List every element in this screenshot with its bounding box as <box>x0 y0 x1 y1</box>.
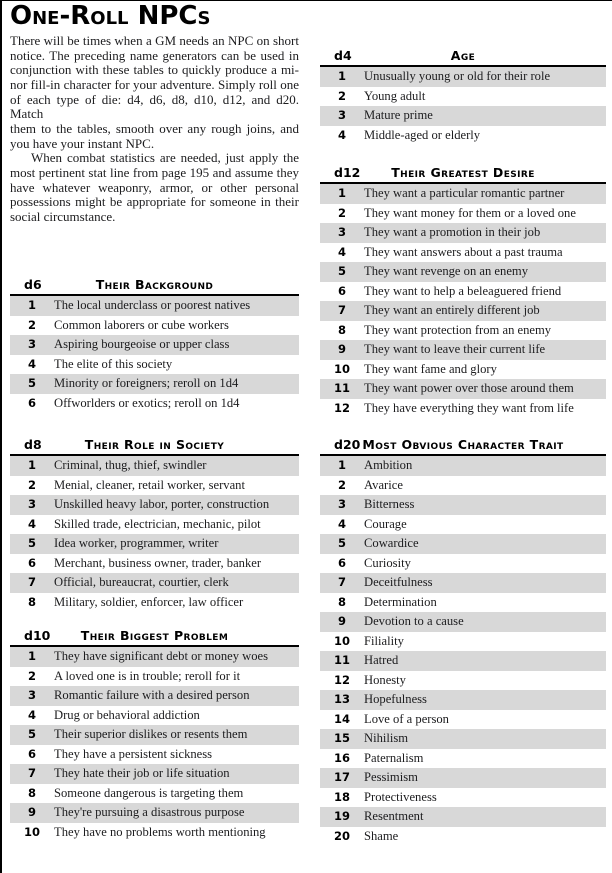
table-row <box>320 788 606 808</box>
row-text: Merchant, business owner, trader, banker <box>54 555 262 570</box>
roll-number: 4 <box>337 244 346 259</box>
table-row <box>320 184 606 204</box>
roll-number: 15 <box>333 731 350 745</box>
intro-line: possessions might be appropriate for someone in their <box>10 194 299 210</box>
row-text: Criminal, thug, thief, swindler <box>54 458 207 472</box>
table-row <box>320 67 606 87</box>
table-row <box>10 745 299 765</box>
roll-number: 18 <box>333 789 350 804</box>
row-text: They want answers about a past trauma <box>364 244 563 259</box>
roll-number: 17 <box>333 770 350 784</box>
table-row <box>10 686 299 706</box>
table-row <box>10 316 299 336</box>
row-text: Deceitfulness <box>364 575 433 589</box>
row-text: They have everything they want from life <box>364 400 574 415</box>
table-row <box>10 803 299 823</box>
roll-number: 14 <box>333 711 350 726</box>
roll-number: 13 <box>333 692 350 706</box>
intro-line: notice. The preceding name generators can be used in <box>10 47 299 63</box>
die-label: d8 <box>24 437 42 452</box>
table-row <box>320 243 606 263</box>
roll-number: 5 <box>337 536 346 550</box>
roll-number: 6 <box>27 395 36 410</box>
table-row <box>10 476 299 496</box>
row-text: Minority or foreigners; reroll on 1d4 <box>54 376 239 390</box>
roll-number: 12 <box>333 672 350 687</box>
table-header <box>10 273 299 296</box>
roll-number: 8 <box>27 785 36 800</box>
table-row <box>320 534 606 554</box>
row-text: Hopefulness <box>364 692 427 706</box>
table-character-trait <box>320 433 606 846</box>
table-row <box>10 647 299 667</box>
row-text: Young adult <box>364 88 426 103</box>
table-row <box>10 534 299 554</box>
row-text: They want to leave their current life <box>364 342 546 356</box>
intro-line: There will be times when a GM needs an NPC on short <box>10 33 299 48</box>
roll-number: 2 <box>27 668 36 683</box>
table-title: Age <box>450 48 476 63</box>
table-row <box>320 593 606 613</box>
row-text: Common laborers or cube workers <box>54 317 229 332</box>
table-row <box>10 823 299 843</box>
table-age <box>320 44 606 145</box>
table-row <box>10 784 299 804</box>
table-row <box>320 768 606 788</box>
roll-number: 1 <box>27 298 36 312</box>
row-text: A loved one is in trouble; reroll for it <box>54 668 241 683</box>
table-row <box>320 554 606 574</box>
roll-number: 10 <box>333 361 350 376</box>
roll-number: 1 <box>337 458 346 472</box>
roll-number: 8 <box>337 322 346 337</box>
row-text: Determination <box>364 594 437 609</box>
table-row <box>320 340 606 360</box>
row-text: Someone dangerous is targeting them <box>54 785 244 800</box>
intro-paragraph <box>10 151 299 224</box>
roll-number: 3 <box>337 497 346 511</box>
page-title: One-Roll NPCs <box>10 1 211 31</box>
roll-number: 5 <box>27 727 36 741</box>
row-text: They want a promotion in their job <box>364 225 541 239</box>
table-role-in-society <box>10 433 299 612</box>
row-text: Protectiveness <box>364 789 437 804</box>
row-text: Unskilled heavy labor, porter, construction <box>54 497 270 511</box>
table-row <box>10 495 299 515</box>
roll-number: 9 <box>27 805 36 819</box>
table-header <box>10 624 299 647</box>
table-title: Their Biggest Problem <box>80 628 229 643</box>
row-text: Courage <box>364 516 407 531</box>
table-title: Most Obvious Character Trait <box>362 437 564 452</box>
table-row <box>10 554 299 574</box>
row-text: They want a particular romantic partner <box>364 186 565 200</box>
right-column <box>320 1 606 873</box>
table-row <box>320 807 606 827</box>
table-row <box>320 126 606 146</box>
table-row <box>320 301 606 321</box>
roll-number: 1 <box>27 649 36 663</box>
roll-number: 3 <box>337 108 346 122</box>
roll-number: 20 <box>333 828 350 843</box>
row-text: Bitterness <box>364 497 415 511</box>
table-row <box>320 729 606 749</box>
table-row <box>10 296 299 316</box>
roll-number: 1 <box>337 186 346 200</box>
die-label: d6 <box>24 277 42 292</box>
row-text: Official, bureaucrat, courtier, clerk <box>54 575 229 589</box>
roll-number: 11 <box>333 381 350 395</box>
row-text: Hatred <box>364 653 399 667</box>
table-header <box>10 433 299 456</box>
roll-number: 7 <box>27 575 36 589</box>
intro-line: have whatever weaponry, armor, or other personal <box>10 179 299 195</box>
intro-paragraph <box>10 34 299 151</box>
row-text: Honesty <box>364 672 406 687</box>
table-row <box>320 690 606 710</box>
roll-number: 9 <box>337 342 346 356</box>
roll-number: 10 <box>23 824 40 839</box>
intro-line: most pertinent stat line from page 195 and assume they <box>10 164 299 180</box>
intro-line: conjunction with these tables to quickly produce a mi- <box>10 62 299 78</box>
row-text: Skilled trade, electrician, mechanic, pilot <box>54 516 261 531</box>
row-text: They want power over those around them <box>364 381 574 395</box>
intro-text <box>10 34 299 225</box>
roll-number: 4 <box>337 516 346 531</box>
roll-number: 5 <box>27 536 36 550</box>
roll-number: 3 <box>27 337 36 351</box>
row-text: Romantic failure with a desired person <box>54 688 250 702</box>
table-row <box>320 612 606 632</box>
row-text: They want an entirely different job <box>364 303 540 317</box>
table-row <box>320 282 606 302</box>
roll-number: 8 <box>337 594 346 609</box>
row-text: Shame <box>364 828 399 843</box>
row-text: Avarice <box>364 477 403 492</box>
roll-number: 3 <box>27 497 36 511</box>
intro-line: you have your instant NPC. <box>10 135 155 151</box>
roll-number: 11 <box>333 653 350 667</box>
table-header <box>320 433 606 456</box>
table-row <box>320 710 606 730</box>
row-text: Their superior dislikes or resents them <box>54 727 248 741</box>
table-row <box>10 764 299 784</box>
roll-number: 5 <box>337 264 346 278</box>
table-row <box>320 321 606 341</box>
table-biggest-problem <box>10 624 299 842</box>
intro-line: social circumstance. <box>10 208 116 224</box>
roll-number: 2 <box>337 477 346 492</box>
roll-number: 8 <box>27 594 36 609</box>
row-text: Paternalism <box>364 750 424 765</box>
roll-number: 6 <box>337 555 346 570</box>
row-text: They have significant debt or money woes <box>54 649 269 663</box>
table-row <box>10 667 299 687</box>
table-row <box>10 456 299 476</box>
table-row <box>10 706 299 726</box>
row-text: They want to help a beleaguered friend <box>364 283 562 298</box>
row-text: Love of a person <box>364 711 449 726</box>
row-text: They want fame and glory <box>364 361 497 376</box>
roll-number: 4 <box>337 127 346 142</box>
row-text: Resentment <box>364 809 424 823</box>
table-title: Their Role in Society <box>84 437 225 452</box>
intro-line: them to the tables, smooth over any rough joins, and <box>10 120 299 136</box>
die-label: d4 <box>334 48 352 63</box>
table-row <box>320 87 606 107</box>
row-text: Pessimism <box>364 770 418 784</box>
left-column <box>10 1 299 873</box>
table-row <box>320 106 606 126</box>
table-row <box>320 360 606 380</box>
row-text: Menial, cleaner, retail worker, servant <box>54 477 245 492</box>
table-row <box>320 204 606 224</box>
row-text: Idea worker, programmer, writer <box>54 536 219 550</box>
intro-line: When combat statistics are needed, just apply the <box>31 150 299 166</box>
roll-number: 2 <box>337 88 346 103</box>
table-row <box>10 573 299 593</box>
roll-number: 9 <box>337 614 346 628</box>
row-text: Filiality <box>364 633 404 648</box>
intro-line: of each type of die: d4, d6, d8, d10, d12, and d20. Match <box>10 91 299 122</box>
row-text: Cowardice <box>364 536 419 550</box>
roll-number: 6 <box>337 283 346 298</box>
table-row <box>320 262 606 282</box>
roll-number: 2 <box>27 317 36 332</box>
row-text: Aspiring bourgeoise or upper class <box>54 337 230 351</box>
roll-number: 3 <box>337 225 346 239</box>
table-row <box>320 476 606 496</box>
row-text: They want revenge on an enemy <box>364 264 529 278</box>
table-row <box>320 632 606 652</box>
die-label: d20 <box>334 437 361 452</box>
row-text: Unusually young or old for their role <box>364 69 551 83</box>
roll-number: 6 <box>27 555 36 570</box>
roll-number: 3 <box>27 688 36 702</box>
roll-number: 7 <box>337 303 346 317</box>
table-row <box>320 749 606 769</box>
row-text: Curiosity <box>364 555 411 570</box>
table-greatest-desire <box>320 161 606 418</box>
row-text: They have no problems worth mentioning <box>54 824 266 839</box>
row-text: Devotion to a cause <box>364 614 464 628</box>
row-text: Ambition <box>364 458 413 472</box>
row-text: They hate their job or life situation <box>54 766 230 780</box>
table-row <box>320 651 606 671</box>
row-text: The local underclass or poorest natives <box>54 298 251 312</box>
row-text: They have a persistent sickness <box>54 746 213 761</box>
table-row <box>320 456 606 476</box>
row-text: Offworlders or exotics; reroll on 1d4 <box>54 395 240 410</box>
table-row <box>320 495 606 515</box>
roll-number: 16 <box>333 750 350 765</box>
roll-number: 4 <box>27 516 36 531</box>
row-text: Nihilism <box>364 731 409 745</box>
table-row <box>320 671 606 691</box>
table-row <box>10 593 299 613</box>
roll-number: 2 <box>27 477 36 492</box>
table-row <box>10 515 299 535</box>
roll-number: 7 <box>337 575 346 589</box>
table-header <box>320 44 606 67</box>
row-text: Military, soldier, enforcer, law officer <box>54 594 244 609</box>
table-title: Their Background <box>95 277 214 292</box>
roll-number: 4 <box>27 707 36 722</box>
table-row <box>320 573 606 593</box>
row-text: The elite of this society <box>54 356 173 371</box>
table-background <box>10 273 299 413</box>
table-row <box>320 399 606 419</box>
roll-number: 5 <box>27 376 36 390</box>
table-row <box>320 223 606 243</box>
row-text: They're pursuing a disastrous purpose <box>54 805 245 819</box>
table-row <box>10 335 299 355</box>
die-label: d10 <box>24 628 51 643</box>
table-row <box>10 394 299 414</box>
roll-number: 12 <box>333 400 350 415</box>
row-text: Mature prime <box>364 108 433 122</box>
roll-number: 10 <box>333 633 350 648</box>
die-label: d12 <box>334 165 361 180</box>
roll-number: 1 <box>27 458 36 472</box>
table-row <box>320 827 606 847</box>
row-text: Middle-aged or elderly <box>364 127 481 142</box>
table-row <box>10 355 299 375</box>
row-text: Drug or behavioral addiction <box>54 707 200 722</box>
table-title: Their Greatest Desire <box>391 165 535 180</box>
table-row <box>320 379 606 399</box>
table-row <box>10 725 299 745</box>
roll-number: 4 <box>27 356 36 371</box>
roll-number: 2 <box>337 205 346 220</box>
row-text: They want money for them or a loved one <box>364 205 576 220</box>
table-header <box>320 161 606 184</box>
roll-number: 1 <box>337 69 346 83</box>
roll-number: 19 <box>333 809 350 823</box>
table-row <box>320 515 606 535</box>
roll-number: 7 <box>27 766 36 780</box>
row-text: They want protection from an enemy <box>364 322 552 337</box>
intro-line: nor fill-in character for your adventure. Simply roll one <box>10 76 299 92</box>
roll-number: 6 <box>27 746 36 761</box>
table-row <box>10 374 299 394</box>
